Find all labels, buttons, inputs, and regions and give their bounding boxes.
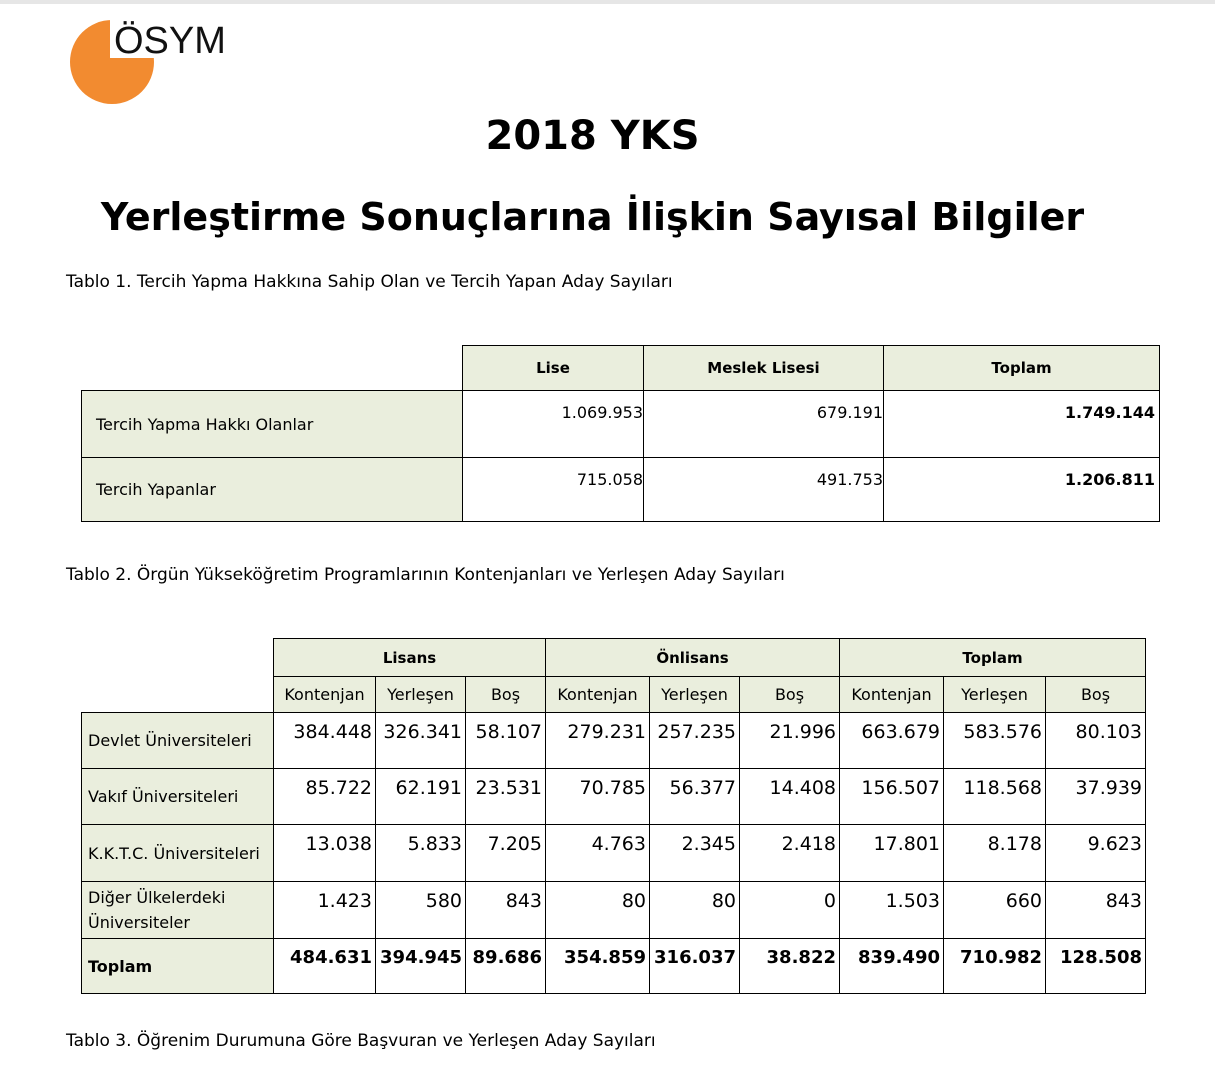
table-row xyxy=(82,769,1146,825)
osym-logo xyxy=(70,18,270,108)
cell: 21.996 xyxy=(740,713,840,769)
subheader: Yerleşen xyxy=(944,677,1046,713)
cell: 491.753 xyxy=(644,458,884,522)
cell: 484.631 xyxy=(274,939,376,994)
group-header-lisans: Lisans xyxy=(274,639,546,677)
table-row xyxy=(82,458,1160,522)
cell: 839.490 xyxy=(840,939,944,994)
cell: 156.507 xyxy=(840,769,944,825)
table-row-total xyxy=(82,939,1146,994)
cell: 8.178 xyxy=(944,825,1046,882)
row-label: Diğer Ülkelerdeki Üniversiteler xyxy=(82,882,274,939)
cell: 1.206.811 xyxy=(884,458,1160,522)
top-border xyxy=(0,0,1215,4)
row-label: Tercih Yapanlar xyxy=(82,458,463,522)
cell: 843 xyxy=(466,882,546,939)
row-label: Vakıf Üniversiteleri xyxy=(82,769,274,825)
cell: 58.107 xyxy=(466,713,546,769)
cell: 580 xyxy=(376,882,466,939)
cell: 316.037 xyxy=(650,939,740,994)
cell: 583.576 xyxy=(944,713,1046,769)
cell: 710.982 xyxy=(944,939,1046,994)
cell: 1.069.953 xyxy=(463,391,644,458)
subheader: Yerleşen xyxy=(650,677,740,713)
cell: 1.749.144 xyxy=(884,391,1160,458)
cell: 118.568 xyxy=(944,769,1046,825)
cell: 2.418 xyxy=(740,825,840,882)
table1 xyxy=(81,345,1160,522)
cell: 13.038 xyxy=(274,825,376,882)
cell: 279.231 xyxy=(546,713,650,769)
cell: 4.763 xyxy=(546,825,650,882)
row-label: Tercih Yapma Hakkı Olanlar xyxy=(82,391,463,458)
cell: 56.377 xyxy=(650,769,740,825)
cell: 17.801 xyxy=(840,825,944,882)
cell: 354.859 xyxy=(546,939,650,994)
subheader: Yerleşen xyxy=(376,677,466,713)
cell: 89.686 xyxy=(466,939,546,994)
cell: 663.679 xyxy=(840,713,944,769)
cell: 85.722 xyxy=(274,769,376,825)
subheader: Kontenjan xyxy=(274,677,376,713)
cell: 384.448 xyxy=(274,713,376,769)
cell: 14.408 xyxy=(740,769,840,825)
cell: 80.103 xyxy=(1046,713,1146,769)
table2 xyxy=(81,638,1146,994)
subheader: Boş xyxy=(1046,677,1146,713)
cell: 679.191 xyxy=(644,391,884,458)
table1-header-toplam: Toplam xyxy=(884,346,1160,391)
group-header-toplam: Toplam xyxy=(840,639,1146,677)
row-label: Devlet Üniversiteleri xyxy=(82,713,274,769)
subheader: Boş xyxy=(466,677,546,713)
row-label: K.K.T.C. Üniversiteleri xyxy=(82,825,274,882)
cell: 62.191 xyxy=(376,769,466,825)
cell: 715.058 xyxy=(463,458,644,522)
subheader: Kontenjan xyxy=(840,677,944,713)
cell: 843 xyxy=(1046,882,1146,939)
logo-text: ÖSYM xyxy=(114,20,226,62)
table-row xyxy=(82,825,1146,882)
cell: 394.945 xyxy=(376,939,466,994)
subheader: Kontenjan xyxy=(546,677,650,713)
cell: 257.235 xyxy=(650,713,740,769)
cell: 80 xyxy=(546,882,650,939)
table3-caption: Tablo 3. Öğrenim Durumuna Göre Başvuran ve Yerleşen Aday Sayıları xyxy=(66,1031,656,1051)
cell: 80 xyxy=(650,882,740,939)
cell: 0 xyxy=(740,882,840,939)
page-title: 2018 YKS xyxy=(485,113,700,159)
cell: 7.205 xyxy=(466,825,546,882)
table1-caption: Tablo 1. Tercih Yapma Hakkına Sahip Olan ve Tercih Yapan Aday Sayıları xyxy=(66,272,673,292)
table-row xyxy=(82,391,1160,458)
cell: 38.822 xyxy=(740,939,840,994)
cell: 128.508 xyxy=(1046,939,1146,994)
page-subtitle: Yerleştirme Sonuçlarına İlişkin Sayısal Bilgiler xyxy=(100,195,1085,239)
cell: 1.423 xyxy=(274,882,376,939)
cell: 660 xyxy=(944,882,1046,939)
table-row xyxy=(82,713,1146,769)
table2-caption: Tablo 2. Örgün Yükseköğretim Programlarının Kontenjanları ve Yerleşen Aday Sayıları xyxy=(66,565,785,585)
cell: 9.623 xyxy=(1046,825,1146,882)
table1-header-meslek: Meslek Lisesi xyxy=(644,346,884,391)
cell: 37.939 xyxy=(1046,769,1146,825)
subheader: Boş xyxy=(740,677,840,713)
cell: 2.345 xyxy=(650,825,740,882)
table-row xyxy=(82,882,1146,939)
row-label: Toplam xyxy=(82,939,274,994)
cell: 1.503 xyxy=(840,882,944,939)
cell: 23.531 xyxy=(466,769,546,825)
group-header-onlisans: Önlisans xyxy=(546,639,840,677)
table1-header-lise: Lise xyxy=(463,346,644,391)
cell: 70.785 xyxy=(546,769,650,825)
cell: 326.341 xyxy=(376,713,466,769)
cell: 5.833 xyxy=(376,825,466,882)
